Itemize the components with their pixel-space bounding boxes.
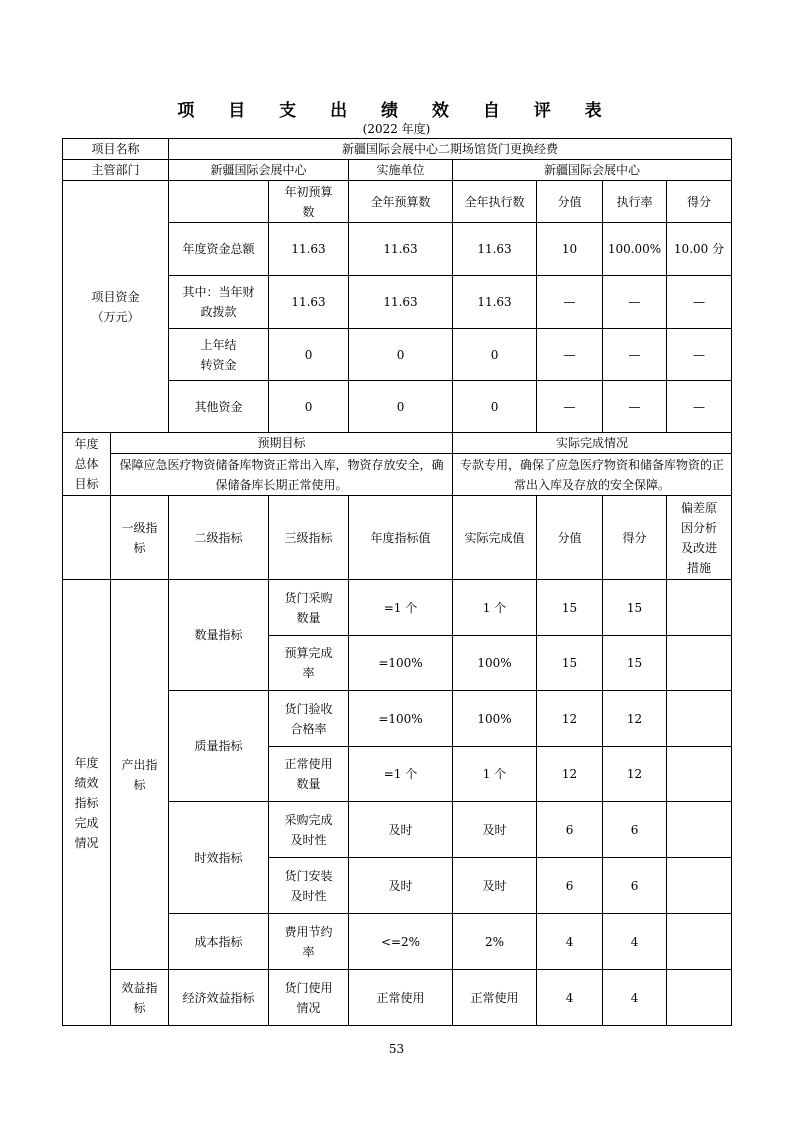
goal-content-row [63, 454, 732, 496]
indicator-name: 货门使用 情况 [269, 970, 349, 1026]
funds-cell: 11.63 [453, 223, 537, 276]
indicator-score: 15 [603, 636, 667, 691]
indicator-note [667, 636, 732, 691]
level2-timeliness: 时效指标 [169, 802, 269, 914]
funds-cell: 0 [269, 329, 349, 381]
indicator-name: 货门采购 数量 [269, 580, 349, 636]
indicator-note [667, 580, 732, 636]
indicator-score: 4 [603, 914, 667, 970]
indicators-header-row [63, 496, 732, 580]
funds-header-executed: 全年执行数 [453, 181, 537, 223]
indicators-header-blank [63, 496, 111, 580]
indicators-header-actual: 实际完成值 [453, 496, 537, 580]
funds-cell: 0 [453, 329, 537, 381]
indicator-score-value: 4 [537, 914, 603, 970]
indicator-note [667, 747, 732, 802]
indicator-actual: 正常使用 [453, 970, 537, 1026]
level2-quality: 质量指标 [169, 691, 269, 802]
funds-label: 项目资金 （万元） [63, 181, 169, 433]
level2-quantity: 数量指标 [169, 580, 269, 691]
funds-row-label: 其他资金 [169, 381, 269, 433]
indicators-header-level2: 二级指标 [169, 496, 269, 580]
indicator-name: 采购完成 及时性 [269, 802, 349, 858]
indicator-target: =100% [349, 636, 453, 691]
indicator-score: 6 [603, 858, 667, 914]
funds-cell: 100.00% [603, 223, 667, 276]
indicator-note [667, 914, 732, 970]
indicators-header-score: 得分 [603, 496, 667, 580]
funds-cell: 11.63 [269, 276, 349, 329]
funds-header-annual: 全年预算数 [349, 181, 453, 223]
indicator-name: 费用节约 率 [269, 914, 349, 970]
funds-cell: 0 [349, 381, 453, 433]
indicator-actual: 1 个 [453, 747, 537, 802]
funds-header-score: 得分 [667, 181, 732, 223]
indicator-actual: 2% [453, 914, 537, 970]
indicator-row [63, 970, 732, 1026]
funds-header-row [63, 181, 732, 223]
indicator-note [667, 691, 732, 747]
indicator-note [667, 802, 732, 858]
indicator-target: =1 个 [349, 747, 453, 802]
funds-cell: 11.63 [349, 276, 453, 329]
indicators-section-label: 年度 绩效 指标 完成 情况 [63, 580, 111, 1026]
funds-row-label: 年度资金总额 [169, 223, 269, 276]
indicators-header-score-value: 分值 [537, 496, 603, 580]
indicator-actual: 100% [453, 691, 537, 747]
indicator-name: 预算完成 率 [269, 636, 349, 691]
dept-value: 新疆国际会展中心 [169, 160, 349, 181]
level1-benefit: 效益指 标 [111, 970, 169, 1026]
indicator-score: 12 [603, 747, 667, 802]
indicator-name: 货门安装 及时性 [269, 858, 349, 914]
indicator-actual: 及时 [453, 802, 537, 858]
indicator-note [667, 858, 732, 914]
indicator-target: 及时 [349, 858, 453, 914]
indicators-header-level1: 一级指 标 [111, 496, 169, 580]
indicator-score-value: 15 [537, 580, 603, 636]
dept-label: 主管部门 [63, 160, 169, 181]
project-name-label: 项目名称 [63, 139, 169, 160]
funds-header-exec-rate: 执行率 [603, 181, 667, 223]
indicator-target: <=2% [349, 914, 453, 970]
funds-cell: — [537, 381, 603, 433]
funds-cell: — [603, 381, 667, 433]
funds-header-blank [169, 181, 269, 223]
funds-cell: 10.00 分 [667, 223, 732, 276]
funds-cell: — [537, 329, 603, 381]
project-name-row [63, 139, 732, 160]
funds-cell: — [603, 276, 667, 329]
indicator-target: 及时 [349, 802, 453, 858]
project-name-value: 新疆国际会展中心二期场馆货门更换经费 [169, 139, 732, 160]
page-number: 53 [388, 1042, 405, 1056]
goal-actual-header: 实际完成情况 [453, 433, 732, 454]
funds-row-label: 上年结 转资金 [169, 329, 269, 381]
indicator-score-value: 4 [537, 970, 603, 1026]
level1-output: 产出指 标 [111, 580, 169, 970]
indicator-name: 货门验收 合格率 [269, 691, 349, 747]
goal-label: 年度 总体 目标 [63, 433, 111, 496]
funds-row-label: 其中：当年财 政拨款 [169, 276, 269, 329]
department-row [63, 160, 732, 181]
funds-header-initial: 年初预算 数 [269, 181, 349, 223]
indicator-target: =1 个 [349, 580, 453, 636]
level2-economic: 经济效益指标 [169, 970, 269, 1026]
funds-cell: 11.63 [349, 223, 453, 276]
indicator-score: 4 [603, 970, 667, 1026]
funds-cell: — [537, 276, 603, 329]
goal-actual-text: 专款专用，确保了应急医疗物资和储备库物资的正常出入库及存放的安全保障。 [453, 454, 732, 496]
indicator-score: 6 [603, 802, 667, 858]
indicator-target: =100% [349, 691, 453, 747]
indicator-score-value: 12 [537, 747, 603, 802]
indicator-score: 15 [603, 580, 667, 636]
indicator-score-value: 6 [537, 858, 603, 914]
funds-cell: 0 [349, 329, 453, 381]
indicator-name: 正常使用 数量 [269, 747, 349, 802]
indicator-score-value: 12 [537, 691, 603, 747]
goal-expected-text: 保障应急医疗物资储备库物资正常出入库，物资存放安全，确保储备库长期正常使用。 [111, 454, 453, 496]
indicator-note [667, 970, 732, 1026]
funds-cell: 11.63 [269, 223, 349, 276]
funds-cell: 0 [269, 381, 349, 433]
funds-cell: — [667, 329, 732, 381]
indicator-target: 正常使用 [349, 970, 453, 1026]
level2-cost: 成本指标 [169, 914, 269, 970]
indicator-score-value: 6 [537, 802, 603, 858]
funds-cell: — [603, 329, 667, 381]
indicator-score-value: 15 [537, 636, 603, 691]
funds-cell: 11.63 [453, 276, 537, 329]
indicators-header-level3: 三级指标 [269, 496, 349, 580]
goal-expected-header: 预期目标 [111, 433, 453, 454]
goal-header-row [63, 433, 732, 454]
indicator-score: 12 [603, 691, 667, 747]
self-evaluation-table [62, 138, 732, 1026]
impl-value: 新疆国际会展中心 [453, 160, 732, 181]
funds-cell: 0 [453, 381, 537, 433]
indicator-actual: 及时 [453, 858, 537, 914]
page-subtitle: (2022 年度) [362, 122, 431, 136]
indicators-header-target: 年度指标值 [349, 496, 453, 580]
indicator-actual: 1 个 [453, 580, 537, 636]
indicators-header-deviation: 偏差原 因分析 及改进 措施 [667, 496, 732, 580]
funds-cell: 10 [537, 223, 603, 276]
funds-cell: — [667, 276, 732, 329]
page-title: 项 目 支 出 绩 效 自 评 表 [177, 101, 616, 121]
indicator-actual: 100% [453, 636, 537, 691]
impl-label: 实施单位 [349, 160, 453, 181]
funds-header-score-value: 分值 [537, 181, 603, 223]
funds-cell: — [667, 381, 732, 433]
indicator-row [63, 580, 732, 636]
